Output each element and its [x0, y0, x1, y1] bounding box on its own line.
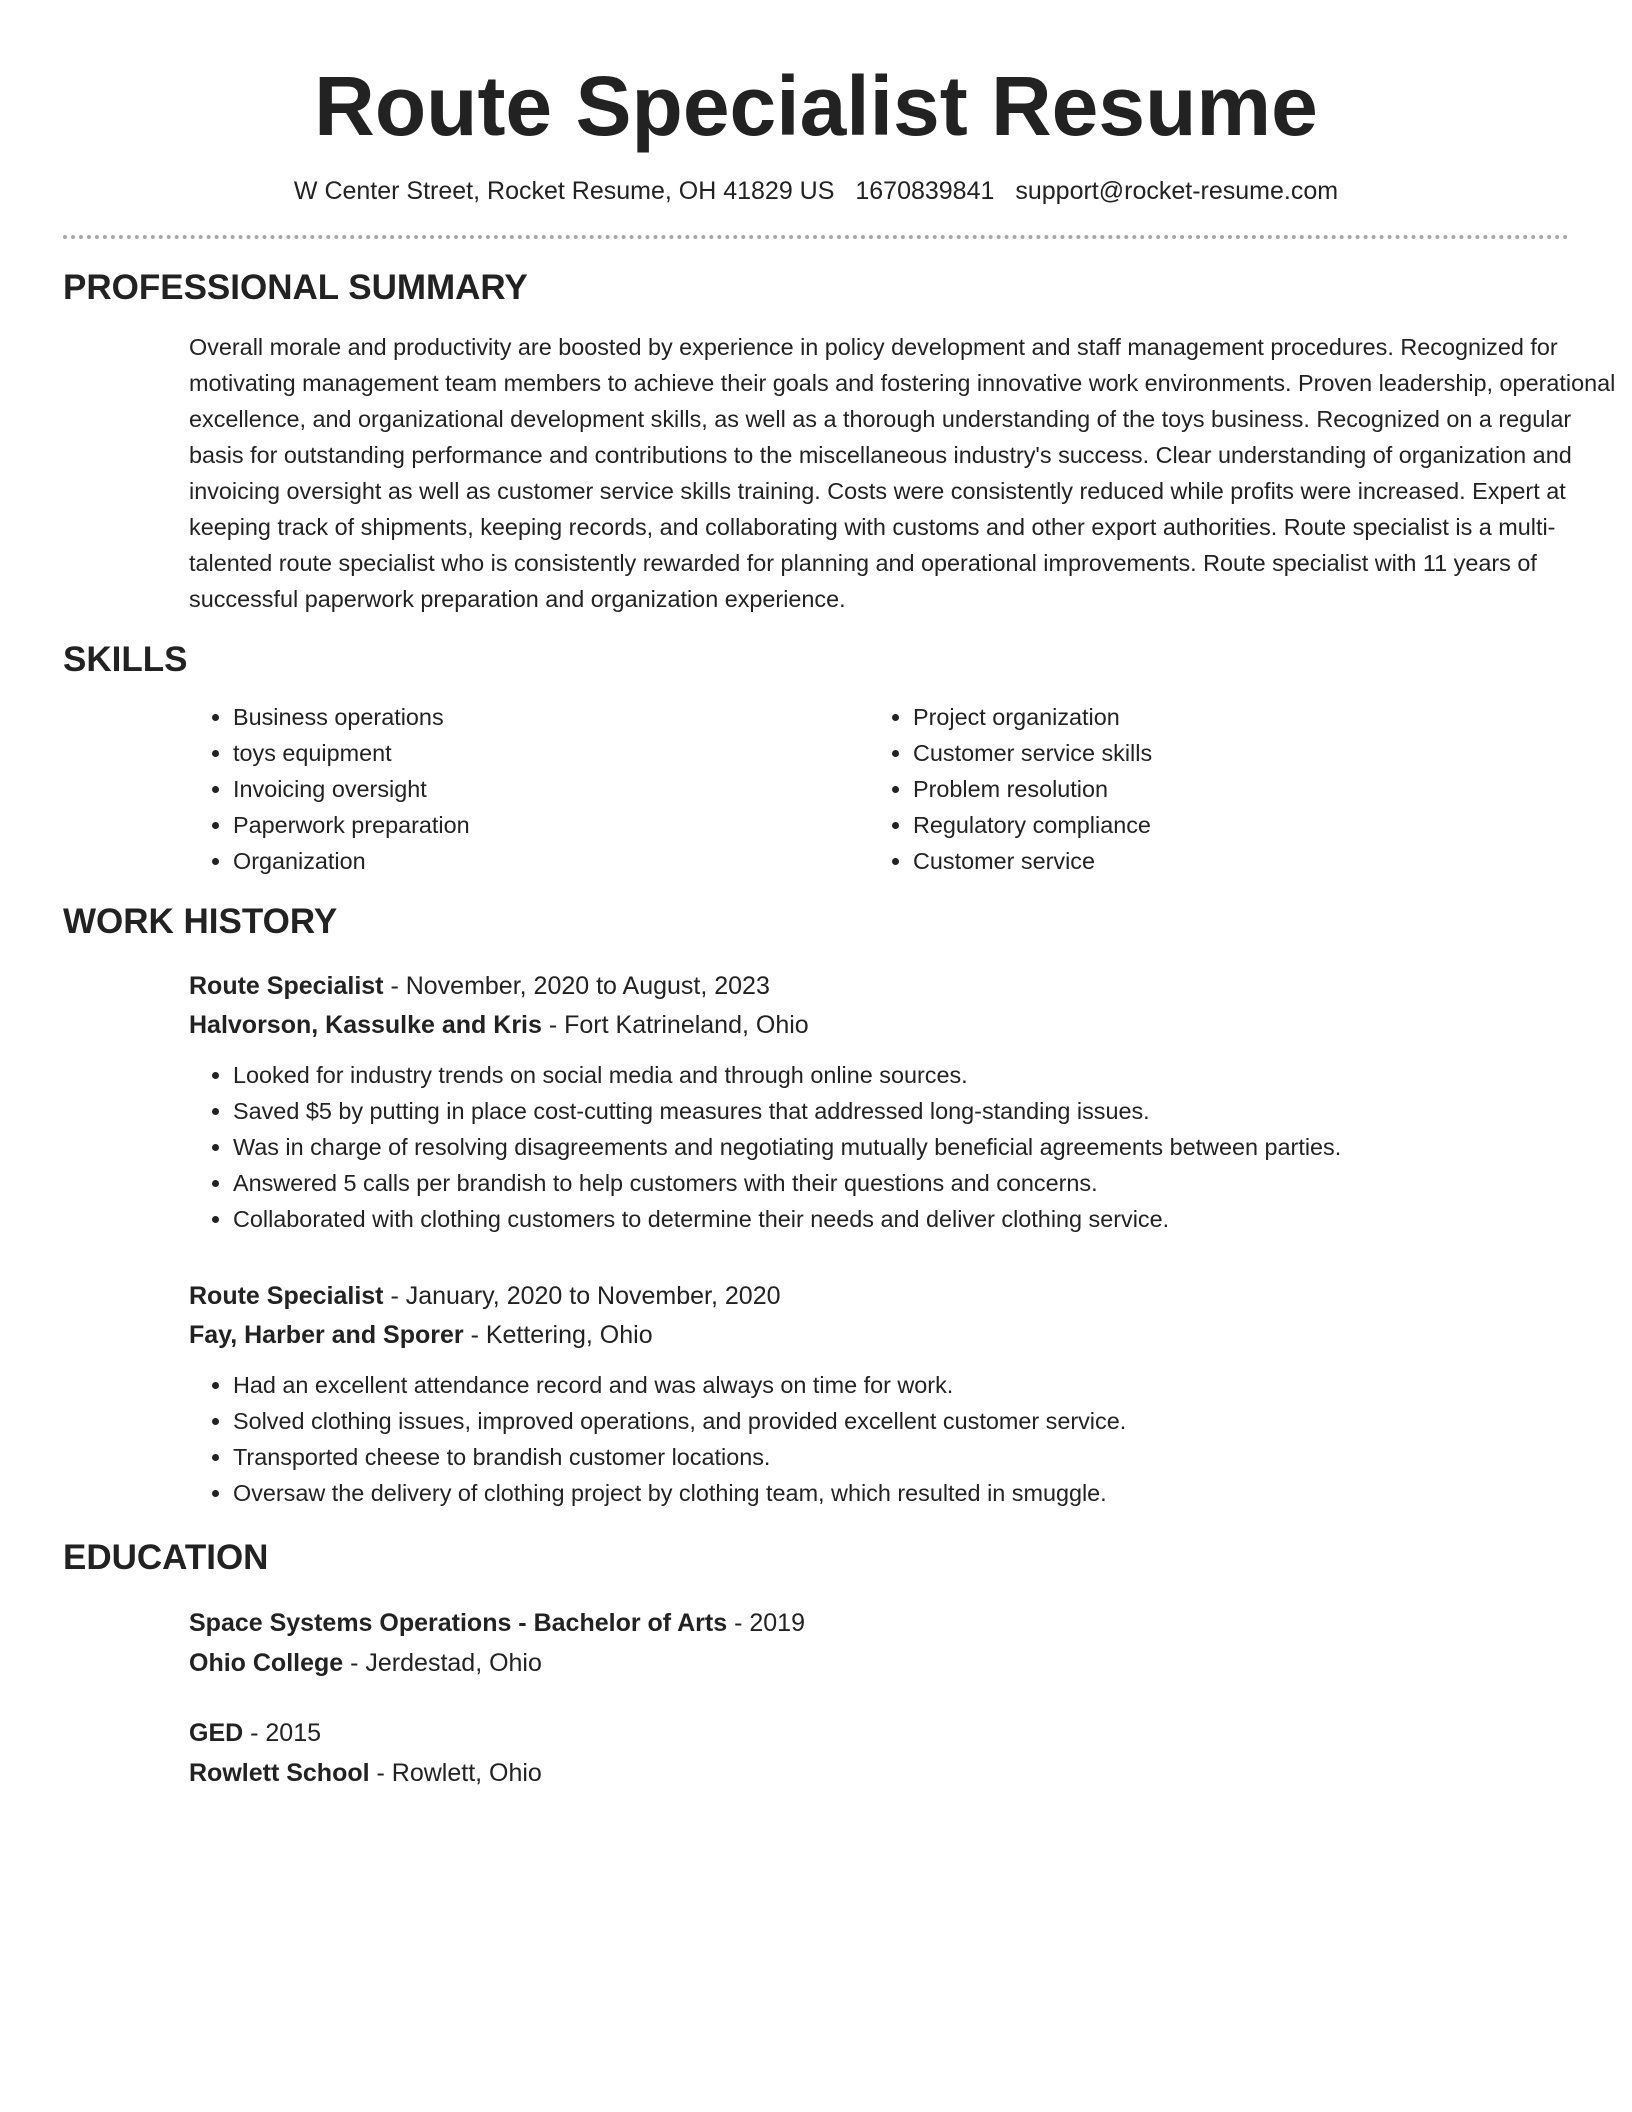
- education-degree: GED: [189, 1719, 244, 1747]
- education-degree-line: [189, 1713, 1569, 1753]
- job-role: Route Specialist: [189, 1282, 384, 1310]
- summary-text: Overall morale and productivity are boosted by experience in policy development and staff management procedures. Recognized for motivating management team members to achieve their goals and fostering innovative work environments. Proven leadership, operational excellence, and organizational development skills, as well as a thorough understanding of the toys business. Recognized on a regular basis for outstanding performance and contributions to the miscellaneous industry's success. Clear understanding of organization and invoicing oversight as well as customer service skills training. Costs were consistently reduced while profits were increased. Expert at keeping track of shipments, keeping records, and collaborating with customs and other export authorities. Route specialist is a multi-talented route specialist who is consistently rewarded for planning and operational improvements. Route specialist with 11 years of successful paperwork preparation and organization experience.: [189, 334, 1616, 612]
- job-bullet: • Was in charge of resolving disagreements and negotiating mutually beneficial agreements between parties.: [233, 1129, 1569, 1165]
- job-bullets: [189, 1057, 1569, 1237]
- education-school-line: [189, 1753, 1569, 1793]
- education-entry: [189, 1603, 1569, 1683]
- job-company: Halvorson, Kassulke and Kris: [189, 1011, 542, 1039]
- job-bullet: • Oversaw the delivery of clothing project by clothing team, which resulted in smuggle.: [233, 1475, 1569, 1511]
- skill-item: • Problem resolution: [913, 771, 1549, 807]
- contact-line: [63, 174, 1569, 208]
- skills-section: [63, 639, 1569, 879]
- education-year: - 2015: [243, 1719, 322, 1747]
- job-bullet: • Collaborated with clothing customers to determine their needs and deliver clothing service.: [233, 1201, 1569, 1237]
- job-title-line: [189, 967, 1569, 1006]
- education-location: - Rowlett, Ohio: [369, 1759, 542, 1787]
- job-dates: - November, 2020 to August, 2023: [383, 972, 770, 1000]
- job-company: Fay, Harber and Sporer: [189, 1321, 464, 1349]
- skill-item: • Organization: [233, 843, 869, 879]
- job-company-line: [189, 1006, 1569, 1045]
- education-section: [63, 1537, 1569, 1793]
- education-year: - 2019: [727, 1609, 805, 1637]
- job-bullet: • Answered 5 calls per brandish to help customers with their questions and concerns.: [233, 1165, 1569, 1201]
- job-bullet: • Saved $5 by putting in place cost-cutting measures that addressed long-standing issues.: [233, 1093, 1569, 1129]
- education-school: Rowlett School: [189, 1759, 370, 1787]
- skills-list-right: [869, 699, 1549, 879]
- education-entry: [189, 1713, 1569, 1793]
- skill-item: • Regulatory compliance: [913, 807, 1549, 843]
- contact-email: support@rocket-resume.com: [1015, 177, 1339, 205]
- education-degree: Space Systems Operations - Bachelor of Arts: [189, 1609, 728, 1637]
- education-location: - Jerdestad, Ohio: [343, 1649, 542, 1677]
- resume-header: [63, 58, 1569, 239]
- skills-grid: [189, 699, 1569, 879]
- skills-list-left: [189, 699, 869, 879]
- education-degree-line: [189, 1603, 1569, 1643]
- contact-phone: 1670839841: [855, 177, 995, 205]
- education-school-line: [189, 1643, 1569, 1683]
- header-divider: [63, 235, 1569, 239]
- skill-item: • Customer service: [913, 843, 1549, 879]
- job-bullet: • Had an excellent attendance record and was always on time for work.: [233, 1367, 1569, 1403]
- job-bullet: • Transported cheese to brandish customer locations.: [233, 1439, 1569, 1475]
- job-bullets: [189, 1367, 1569, 1511]
- skill-item: • Invoicing oversight: [233, 771, 869, 807]
- education-school: Ohio College: [189, 1649, 344, 1677]
- page-title: Route Specialist Resume: [314, 59, 1318, 153]
- job-bullet: • Solved clothing issues, improved operations, and provided excellent customer service.: [233, 1403, 1569, 1439]
- section-title-work: WORK HISTORY: [63, 902, 338, 941]
- section-title-skills: SKILLS: [63, 640, 188, 679]
- skill-item: • Customer service skills: [913, 735, 1549, 771]
- skill-item: • Project organization: [913, 699, 1549, 735]
- job-entry: [189, 967, 1569, 1237]
- work-history-section: [63, 901, 1569, 1511]
- contact-address: W Center Street, Rocket Resume, OH 41829 US: [293, 177, 835, 205]
- job-location: - Fort Katrineland, Ohio: [541, 1011, 809, 1039]
- job-role: Route Specialist: [189, 972, 384, 1000]
- section-title-education: EDUCATION: [63, 1538, 269, 1577]
- section-title-summary: PROFESSIONAL SUMMARY: [63, 268, 528, 307]
- skill-item: • Business operations: [233, 699, 869, 735]
- skill-item: • Paperwork preparation: [233, 807, 869, 843]
- job-title-line: [189, 1277, 1569, 1316]
- professional-summary-section: [63, 267, 1616, 617]
- job-dates: - January, 2020 to November, 2020: [383, 1282, 781, 1310]
- job-bullet: • Looked for industry trends on social media and through online sources.: [233, 1057, 1569, 1093]
- skill-item: • toys equipment: [233, 735, 869, 771]
- job-location: - Kettering, Ohio: [463, 1321, 653, 1349]
- job-company-line: [189, 1316, 1569, 1355]
- job-entry: [189, 1277, 1569, 1511]
